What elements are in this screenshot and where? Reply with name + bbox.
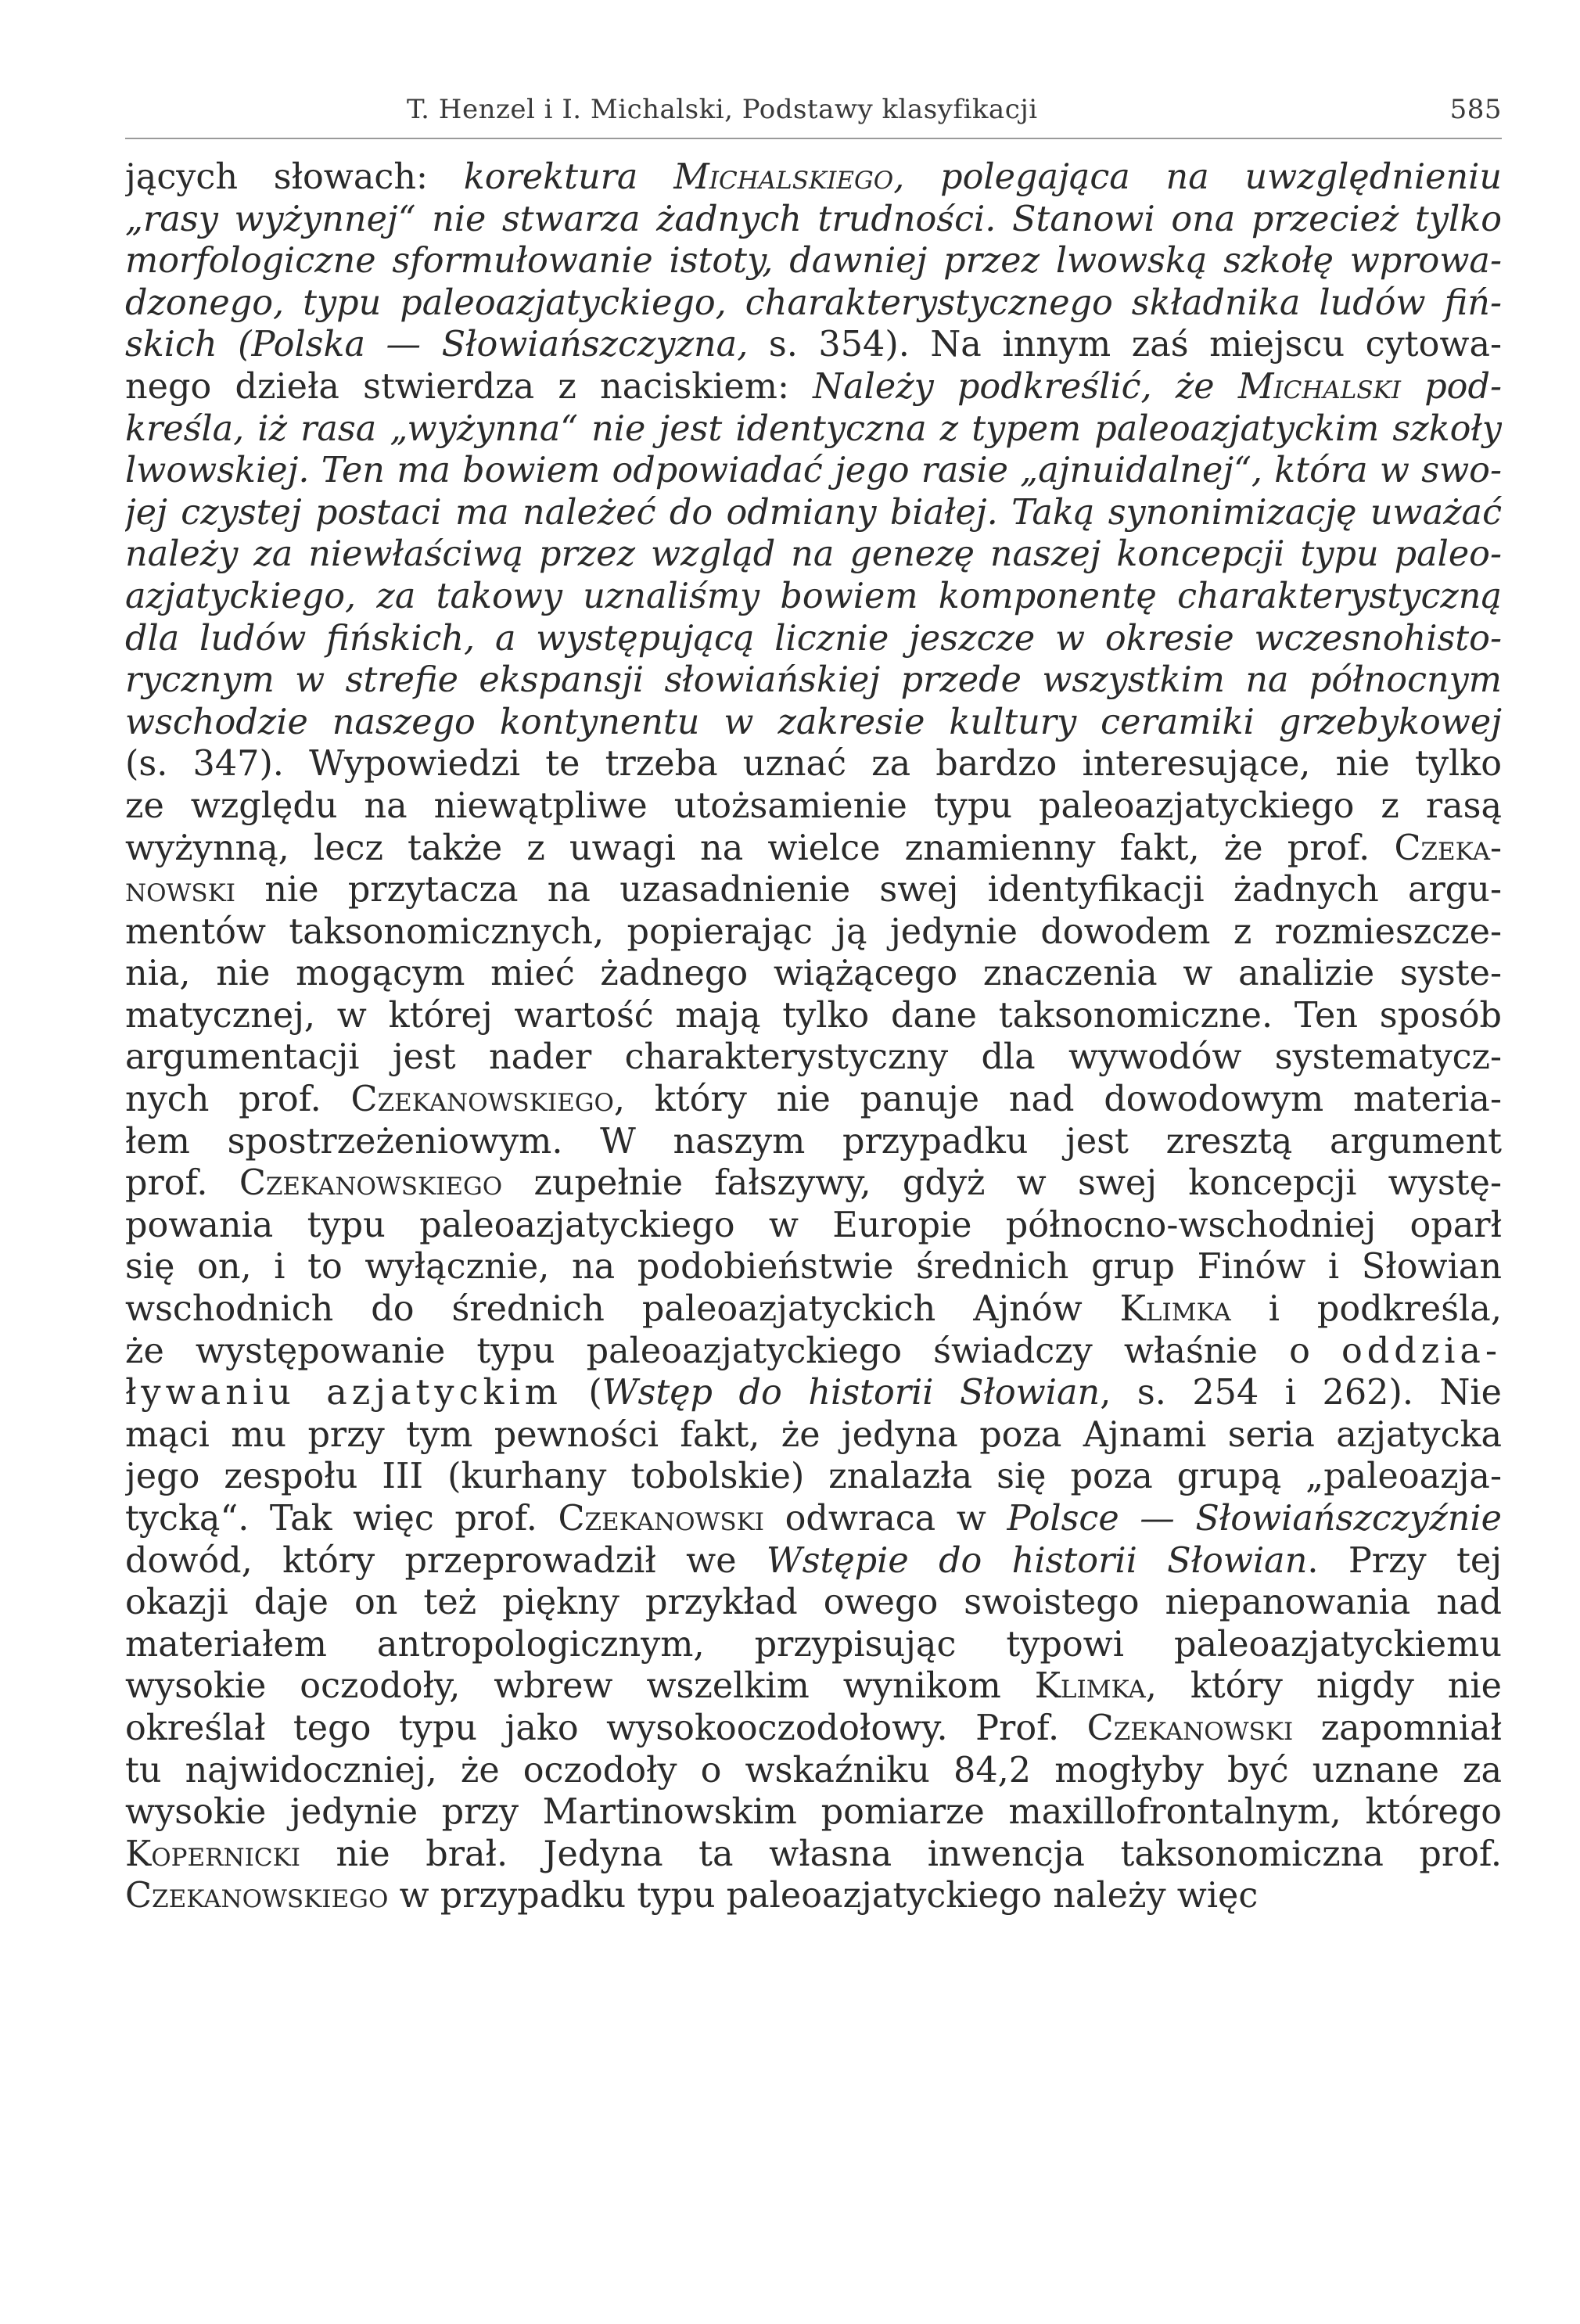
text-run: łem spostrzeżeniowym. W naszym przypadku jest zresztą argument — [125, 1121, 1502, 1162]
text-run: s. 354). Na innym zaś miejscu cytowa- — [768, 325, 1502, 365]
text-run: wysokie jedynie przy Martinowskim pomiarze maxillofrontalnym, którego — [125, 1792, 1502, 1833]
text-run: Klimka — [1034, 1666, 1146, 1707]
text-line — [125, 618, 1502, 660]
text-line — [125, 240, 1502, 282]
text-line — [125, 492, 1502, 534]
text-line — [125, 1791, 1502, 1834]
text-run: nia, nie mogącym mieć żadnego wiążącego znaczenia w analizie syste- — [125, 954, 1502, 994]
text-line — [125, 1372, 1502, 1414]
text-run: wysokie oczodoły, wbrew wszelkim wynikom — [125, 1666, 1035, 1707]
text-run: (Polska — Słowiańszczyzna, — [238, 325, 769, 365]
text-run: tycką“. Tak więc prof. — [125, 1499, 558, 1539]
text-line — [125, 408, 1502, 451]
text-line — [125, 1708, 1502, 1750]
text-line — [125, 199, 1502, 241]
text-run: skich — [125, 325, 239, 365]
text-run: Michalskiego — [673, 157, 894, 197]
text-line — [125, 743, 1502, 785]
running-head — [125, 88, 1502, 131]
text-run: Michalski — [1237, 366, 1401, 407]
text-line — [125, 450, 1502, 492]
text-line — [125, 533, 1502, 576]
text-line — [125, 702, 1502, 744]
text-run: Kopernicki — [125, 1834, 300, 1874]
text-run: argumentacji jest nader charakterystyczny dla wywodów systematycz- — [125, 1037, 1502, 1078]
text-run: odwraca w — [764, 1499, 1007, 1539]
text-run: jej czystej postaci ma należeć do odmiany białej. Taką synonimizację uważać — [125, 492, 1502, 533]
text-run: Czekanowskiego — [350, 1079, 614, 1120]
text-run: określał tego typu jako wysokooczodołowy. Prof. — [125, 1708, 1087, 1748]
text-run: Czekanowski — [558, 1499, 765, 1539]
text-line — [125, 324, 1502, 366]
text-line — [125, 995, 1502, 1037]
text-run: ływaniu azjatyckim — [125, 1373, 562, 1413]
text-run: nowski — [125, 870, 236, 911]
text-run: należy za niewłaściwą przez wzgląd na genezę naszej koncepcji typu paleo- — [125, 534, 1502, 575]
text-run: pod- — [1401, 366, 1502, 407]
text-run: Czekanowskiego — [239, 1163, 503, 1204]
text-line — [125, 953, 1502, 995]
text-run: że występowanie typu paleoazjatyckiego świadczy właśnie o — [125, 1331, 1341, 1371]
text-run: . Przy tej — [1307, 1540, 1502, 1581]
text-run: materiałem antropologicznym, przypisując typowi paleoazjatyckiemu — [125, 1624, 1502, 1665]
text-run: nych prof. — [125, 1079, 351, 1120]
text-run: wschodzie naszego kontynentu w zakresie kultury ceramiki grzebykowej — [125, 702, 1502, 742]
text-line — [125, 1036, 1502, 1079]
text-run: lwowskiej. Ten ma bowiem odpowiadać jego rasie „ajnuidalnej“, która w swo- — [125, 451, 1502, 491]
text-run: azjatyckiego, za takowy uznaliśmy bowiem komponentę charakterystyczną — [125, 576, 1502, 616]
text-run: i podkreśla, — [1230, 1289, 1502, 1330]
text-run: prof. — [125, 1163, 239, 1204]
text-run: nie brał. Jedyna ta własna inwencja taksonomiczna prof. — [300, 1834, 1502, 1874]
text-line — [125, 1624, 1502, 1666]
text-run: Należy podkreślić, że — [813, 366, 1238, 407]
text-line — [125, 1540, 1502, 1582]
text-run: dzonego, typu paleoazjatyckiego, charakterystycznego składnika ludów fiń- — [125, 282, 1502, 323]
text-run: wschodnich do średnich paleoazjatyckich Ajnów — [125, 1289, 1120, 1330]
text-run: się on, i to wyłącznie, na podobieństwie średnich grup Finów i Słowian — [125, 1247, 1502, 1288]
text-run: ( — [562, 1373, 602, 1413]
text-run: nego dzieła stwierdza z naciskiem: — [125, 366, 813, 407]
text-line — [125, 156, 1502, 199]
text-run: oddzia- — [1341, 1331, 1502, 1371]
text-run: powania typu paleoazjatyckiego w Europie północno-wschodniej oparł — [125, 1205, 1502, 1245]
text-run: Czeka- — [1394, 828, 1502, 868]
text-line — [125, 1875, 1502, 1917]
text-line — [125, 1162, 1502, 1205]
text-run: zapomniał — [1293, 1708, 1502, 1748]
text-run: , który nie panuje nad dowodowym materia- — [613, 1079, 1502, 1120]
text-line — [125, 576, 1502, 618]
text-line — [125, 1246, 1502, 1288]
text-run: morfologiczne sformułowanie istoty, dawniej przez lwowską szkołę wprowa- — [125, 241, 1502, 282]
text-run: wyżynną, lecz także z uwagi na wielce znamienny fakt, że prof. — [125, 828, 1395, 868]
text-run: , który nigdy nie — [1145, 1666, 1502, 1707]
text-line — [125, 1205, 1502, 1247]
text-line — [125, 1498, 1502, 1540]
text-line — [125, 282, 1502, 325]
text-line — [125, 366, 1502, 408]
text-line — [125, 1331, 1502, 1373]
text-run: , polegająca na uwzględnieniu — [893, 157, 1502, 197]
text-run: „rasy wyżynnej“ nie stwarza żadnych trudności. Stanowi ona przecież tylko — [125, 199, 1502, 239]
text-line — [125, 1414, 1502, 1457]
text-run: Czekanowskiego — [125, 1876, 389, 1916]
text-run: dla ludów fińskich, a występującą licznie jeszcze w okresie wczesnohisto- — [125, 618, 1502, 659]
text-run: Czekanowski — [1086, 1708, 1294, 1748]
text-run: jących słowach: — [125, 157, 464, 197]
running-head-title: T. Henzel i I. Michalski, Podstawy klasyfikacji — [407, 94, 1038, 125]
text-run: (s. 347). Wypowiedzi te trzeba uznać za bardzo interesujące, nie tylko — [125, 744, 1502, 785]
text-line — [125, 869, 1502, 911]
text-line — [125, 1121, 1502, 1163]
text-run: mąci mu przy tym pewności fakt, że jedyna poza Ajnami seria azjatycka — [125, 1414, 1502, 1455]
text-run: jego zespołu III (kurhany tobolskie) znalazła się poza grupą „paleoazja- — [125, 1457, 1502, 1497]
body-text — [125, 156, 1502, 1917]
text-line — [125, 659, 1502, 702]
text-line — [125, 1834, 1502, 1876]
header-rule — [125, 138, 1502, 139]
text-line — [125, 1288, 1502, 1331]
text-run: kreśla, iż rasa „wyżynna“ nie jest identyczna z typem paleoazjatyckim szkoły — [125, 408, 1502, 449]
text-run: mentów taksonomicznych, popierając ją jedynie dowodem z rozmieszcze- — [125, 911, 1502, 952]
text-run: matycznej, w której wartość mają tylko dane taksonomiczne. Ten sposób — [125, 995, 1502, 1036]
text-run: dowód, który przeprowadził we — [125, 1540, 767, 1581]
text-run: , s. 254 i 262). Nie — [1100, 1373, 1502, 1413]
text-run: ze względu na niewątpliwe utożsamienie typu paleoazjatyckiego z rasą — [125, 785, 1502, 826]
text-run: rycznym w strefie ekspansji słowiańskiej przede wszystkim na północnym — [125, 660, 1502, 701]
text-run: Wstępie do historii Słowian — [766, 1540, 1308, 1581]
text-line — [125, 785, 1502, 828]
text-run: w przypadku typu paleoazjatyckiego należy więc — [388, 1876, 1259, 1916]
text-line — [125, 1665, 1502, 1708]
text-run: Klimka — [1119, 1289, 1231, 1330]
text-run: korektura — [463, 157, 674, 197]
text-line — [125, 1750, 1502, 1792]
page-number: 585 — [1449, 94, 1502, 125]
text-line — [125, 828, 1502, 870]
text-run: Wstęp do historii Słowian — [601, 1373, 1101, 1413]
text-line — [125, 1079, 1502, 1121]
text-line — [125, 1582, 1502, 1624]
text-run: nie przytacza na uzasadnienie swej identyfikacji żadnych argu- — [235, 870, 1502, 911]
text-run: okazji daje on też piękny przykład owego swoistego niepanowania nad — [125, 1582, 1502, 1623]
text-run: Polsce — Słowiańszczyźnie — [1007, 1499, 1502, 1539]
text-line — [125, 1456, 1502, 1498]
text-run: zupełnie fałszywy, gdyż w swej koncepcji wystę- — [502, 1163, 1502, 1204]
text-line — [125, 911, 1502, 954]
text-run: tu najwidoczniej, że oczodoły o wskaźniku 84,2 mogłyby być uznane za — [125, 1750, 1502, 1791]
